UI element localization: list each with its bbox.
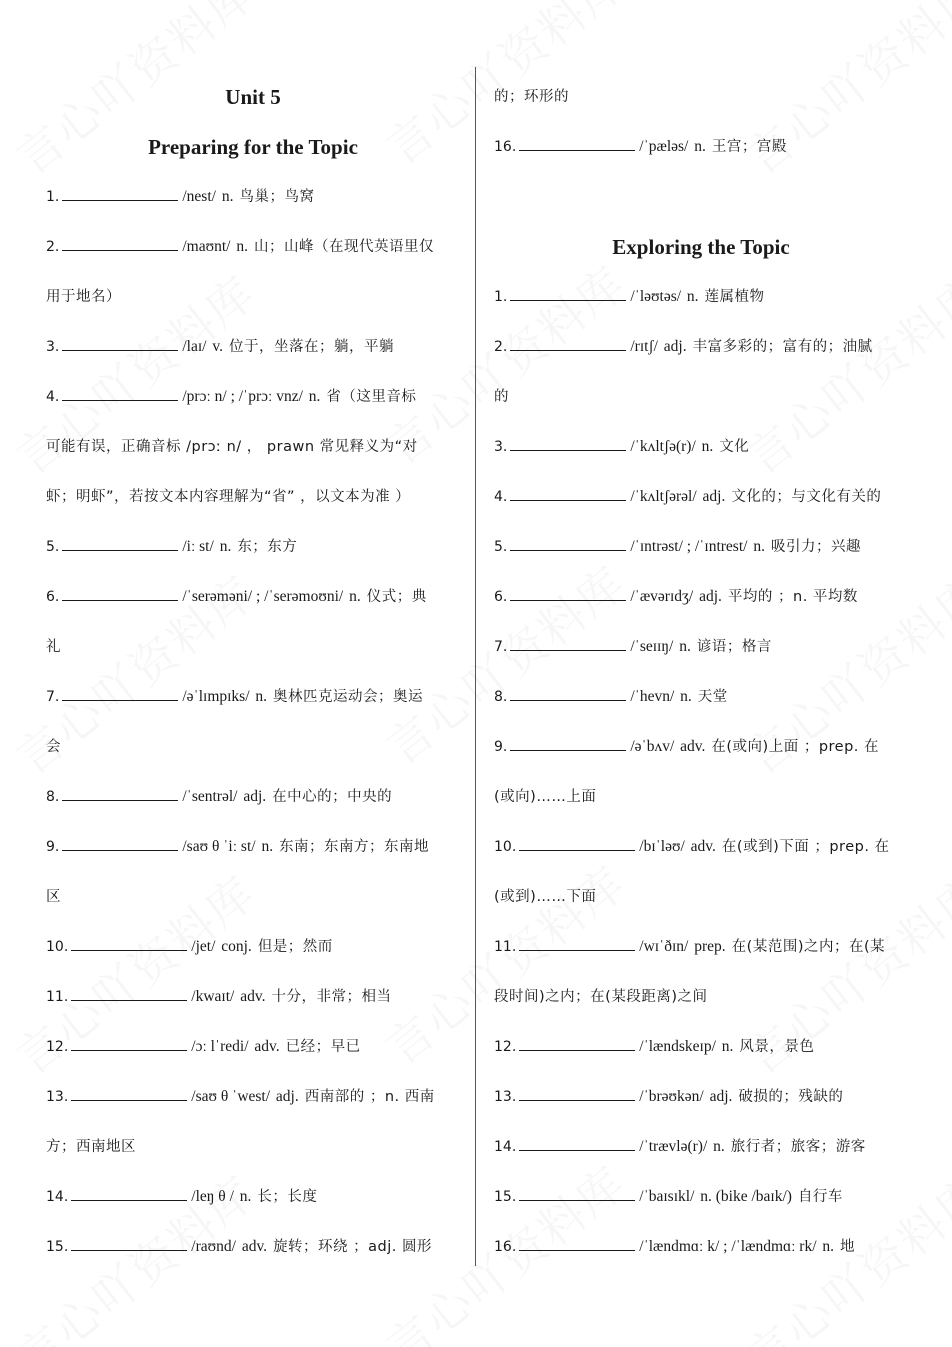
phonetic: /leŋ θ /: [191, 1188, 234, 1205]
vocab-item: [46, 322, 460, 372]
answer-blank[interactable]: [62, 786, 178, 801]
vocab-item: [46, 522, 460, 572]
answer-blank[interactable]: [62, 836, 178, 851]
definition-continuation: 用于地名）: [46, 289, 121, 305]
item-number: 6.: [494, 589, 508, 605]
phonetic: /ɔː lˈredi/: [191, 1038, 249, 1055]
definition: 奥林匹克运动会；奥运: [273, 689, 424, 705]
item-number: 16.: [494, 139, 517, 155]
vocab-item: [46, 1172, 460, 1222]
item-number: 12.: [46, 1039, 69, 1055]
part-of-speech: n.: [255, 688, 268, 705]
vocab-item: [494, 672, 908, 722]
answer-blank[interactable]: [62, 336, 178, 351]
phonetic: /ˈsentrəl/: [182, 788, 238, 805]
part-of-speech: adv.: [241, 1238, 268, 1255]
item-number: 5.: [46, 539, 60, 555]
part-of-speech: adj.: [663, 338, 687, 355]
part-of-speech: n.: [219, 538, 232, 555]
part-of-speech: conj.: [221, 938, 252, 955]
answer-blank[interactable]: [519, 136, 635, 151]
definition: 莲属植物: [704, 289, 765, 305]
vocab-item: [494, 622, 908, 672]
part-of-speech: n.: [753, 538, 765, 555]
answer-blank[interactable]: [519, 1236, 635, 1251]
phonetic: /ˈævərɪdʒ/: [630, 588, 694, 605]
vocab-item: [46, 822, 460, 872]
definition-continuation: (或到)……下面: [494, 889, 597, 905]
part-of-speech: n.: [308, 388, 321, 405]
definition: 在(某范围)之内；在(某: [731, 939, 886, 955]
definition: 已经；早已: [285, 1039, 361, 1055]
item-number: 13.: [46, 1089, 69, 1105]
item-number: 12.: [494, 1039, 517, 1055]
answer-blank[interactable]: [71, 1036, 187, 1051]
definition: 吸引力；兴趣: [770, 539, 861, 555]
phonetic: /əˈlɪmpɪks/: [182, 688, 250, 705]
definition: 仪式；典: [366, 589, 427, 605]
phonetic: /ˈserəməni/ ; /ˈserəmoʊni/: [182, 588, 344, 605]
definition: 旅行者；旅客；游客: [730, 1139, 866, 1155]
definition: 在(或到)下面 ；prep. 在: [721, 839, 890, 855]
unit-title: Unit 5: [225, 85, 281, 109]
item-number: 13.: [494, 1089, 517, 1105]
definition: 但是；然而: [257, 939, 333, 955]
item-number: 11.: [46, 989, 69, 1005]
answer-blank[interactable]: [71, 1086, 187, 1101]
item-number: 9.: [494, 739, 508, 755]
definition: 十分，非常；相当: [271, 989, 392, 1005]
answer-blank[interactable]: [71, 936, 187, 951]
part-of-speech: n.: [721, 1038, 734, 1055]
part-of-speech: adv.: [690, 838, 716, 855]
part-of-speech: adv.: [254, 1038, 280, 1055]
part-of-speech: n.: [261, 838, 274, 855]
answer-blank[interactable]: [62, 586, 178, 601]
item-number: 6.: [46, 589, 60, 605]
definition: 平均的 ；n. 平均数: [727, 589, 858, 605]
vocab-item: [46, 572, 460, 622]
definition: 鸟巢；鸟窝: [239, 189, 315, 205]
definition-continuation: 的；环形的: [494, 89, 569, 105]
answer-blank[interactable]: [62, 536, 178, 551]
phonetic: /laɪ/: [182, 338, 207, 355]
part-of-speech: n.: [686, 288, 699, 305]
phonetic: /ˈtrævlə(r)/: [639, 1138, 708, 1155]
item-number: 8.: [494, 689, 508, 705]
part-of-speech: n.: [679, 638, 691, 655]
definition: 东；东方: [237, 539, 298, 555]
vocab-item: [494, 922, 908, 972]
answer-blank[interactable]: [71, 986, 187, 1001]
part-of-speech: adv.: [240, 988, 266, 1005]
item-number: 15.: [494, 1189, 517, 1205]
vocab-item: [46, 972, 460, 1022]
item-number: 15.: [46, 1239, 69, 1255]
definition: 谚语；格言: [696, 639, 772, 655]
vocab-item: [494, 1122, 908, 1172]
part-of-speech: n.: [680, 688, 692, 705]
part-of-speech: n.: [236, 238, 248, 255]
item-number: 9.: [46, 839, 60, 855]
definition: 破损的；残缺的: [738, 1089, 844, 1105]
item-number: 4.: [494, 489, 508, 505]
answer-blank[interactable]: [510, 536, 626, 551]
definition: 东南；东南方；东南地: [279, 839, 430, 855]
part-of-speech: n.: [822, 1238, 835, 1255]
vocab-item: [494, 422, 908, 472]
right-column: [494, 72, 908, 1272]
vocab-item: [494, 1022, 908, 1072]
part-of-speech: v.: [212, 338, 223, 355]
answer-blank[interactable]: [62, 386, 178, 401]
phonetic: /wɪˈðɪn/: [639, 938, 689, 955]
phonetic: /ˈləʊtəs/: [630, 288, 682, 305]
item-number: 5.: [494, 539, 508, 555]
item-number: 1.: [494, 289, 508, 305]
answer-blank[interactable]: [62, 236, 178, 251]
definition: 位于，坐落在；躺，平躺: [228, 339, 394, 355]
answer-blank[interactable]: [519, 936, 635, 951]
item-number: 2.: [494, 339, 508, 355]
answer-blank[interactable]: [510, 686, 626, 701]
phonetic: /əˈbʌv/: [630, 738, 675, 755]
item-number: 14.: [46, 1189, 69, 1205]
item-number: 4.: [46, 389, 60, 405]
vocab-item: [494, 722, 908, 772]
phonetic: /ˈpæləs/: [639, 138, 689, 155]
phonetic: /ˈbrəʊkən/: [639, 1088, 704, 1105]
definition: 风景，景色: [739, 1039, 815, 1055]
definition: 自行车: [797, 1189, 843, 1205]
part-of-speech: adv.: [680, 738, 706, 755]
answer-blank[interactable]: [71, 1236, 187, 1251]
phonetic: /ˈkʌltʃərəl/: [630, 488, 697, 505]
definition-continuation: 区: [46, 889, 61, 905]
answer-blank[interactable]: [519, 1186, 635, 1201]
part-of-speech: adj.: [243, 788, 267, 805]
item-number: 14.: [494, 1139, 517, 1155]
definition: 旋转；环绕 ；adj. 圆形: [273, 1239, 433, 1255]
item-number: 7.: [494, 639, 508, 655]
phonetic: /saʊ θ ˈwest/: [191, 1088, 271, 1105]
vocab-item: [46, 1072, 460, 1122]
part-of-speech: prep.: [694, 938, 726, 955]
answer-blank[interactable]: [510, 736, 626, 751]
answer-blank[interactable]: [510, 636, 626, 651]
vocab-item: [494, 472, 908, 522]
vocab-item: [494, 122, 908, 172]
phonetic: /kwaɪt/: [191, 988, 235, 1005]
vocab-item: [46, 672, 460, 722]
definition: 地: [840, 1239, 856, 1255]
definition-continuation: 段时间)之内；在(某段距离)之间: [494, 989, 708, 1005]
definition: 在中心的；中央的: [272, 789, 393, 805]
item-number: 11.: [494, 939, 517, 955]
answer-blank[interactable]: [71, 1186, 187, 1201]
part-of-speech: n. (bike /baɪk/): [700, 1188, 792, 1205]
definition-continuation: 可能有误，正确音标 /prɔː n/ ， prawn 常见释义为“对: [46, 439, 418, 455]
definition: 在(或向)上面 ；prep. 在: [711, 739, 880, 755]
phonetic: /ˈhevn/: [630, 688, 675, 705]
vocab-item: [494, 272, 908, 322]
definition-continuation: (或向)……上面: [494, 789, 597, 805]
phonetic: /saʊ θ ˈiː st/: [182, 838, 256, 855]
phonetic: /rɪtʃ/: [630, 338, 658, 355]
part-of-speech: adj.: [275, 1088, 299, 1105]
definition-continuation: 方；西南地区: [46, 1139, 136, 1155]
answer-blank[interactable]: [62, 686, 178, 701]
answer-blank[interactable]: [62, 186, 178, 201]
vocab-item: [494, 322, 908, 372]
definition-continuation: 的: [494, 389, 509, 405]
answer-blank[interactable]: [510, 586, 626, 601]
definition: 文化的；与文化有关的: [731, 489, 882, 505]
definition: 文化: [719, 439, 750, 455]
definition: 天堂: [697, 689, 728, 705]
answer-blank[interactable]: [510, 336, 626, 351]
part-of-speech: n.: [349, 588, 361, 605]
definition: 西南部的 ；n. 西南: [304, 1089, 435, 1105]
item-number: 10.: [494, 839, 517, 855]
vocab-item: [46, 372, 460, 422]
vocab-item: [494, 1072, 908, 1122]
definition: 丰富多彩的；富有的；油腻: [692, 339, 873, 355]
item-number: 2.: [46, 239, 60, 255]
section-title-exploring: Exploring the Topic: [612, 235, 790, 259]
part-of-speech: adj.: [699, 588, 722, 605]
answer-blank[interactable]: [519, 1036, 635, 1051]
spacer: [494, 172, 908, 222]
phonetic: /ˈkʌltʃə(r)/: [630, 438, 696, 455]
answer-blank[interactable]: [519, 836, 635, 851]
item-number: 7.: [46, 689, 60, 705]
part-of-speech: adj.: [709, 1088, 733, 1105]
vocab-item: [46, 222, 460, 272]
phonetic: /maʊnt/: [182, 238, 231, 255]
vocab-item: [494, 1172, 908, 1222]
definition: 省（这里音标: [326, 389, 417, 405]
item-number: 8.: [46, 789, 60, 805]
phonetic: /ˈbaɪsɪkl/: [639, 1188, 695, 1205]
part-of-speech: n.: [701, 438, 714, 455]
vocab-item: [494, 1222, 908, 1272]
phonetic: /iː st/: [182, 538, 214, 555]
definition: 王宫；宫殿: [711, 139, 787, 155]
vocab-item: [46, 172, 460, 222]
phonetic: /bɪˈləʊ/: [639, 838, 685, 855]
vocab-item: [46, 772, 460, 822]
vocab-item: [494, 522, 908, 572]
part-of-speech: adj.: [702, 488, 726, 505]
part-of-speech: n.: [694, 138, 706, 155]
answer-blank[interactable]: [510, 286, 626, 301]
vocab-item: [46, 1022, 460, 1072]
vocab-item: [46, 1222, 460, 1272]
definition-continuation: 礼: [46, 639, 61, 655]
definition-continuation: 虾；明虾”，若按文本内容理解为“省” ，以文本为准 ）: [46, 489, 411, 505]
item-number: 3.: [46, 339, 60, 355]
phonetic: /ˈlændmɑː k/ ; /ˈlændmɑː rk/: [639, 1238, 817, 1255]
column-divider: [475, 67, 476, 1266]
phonetic: /ˈɪntrəst/ ; /ˈɪntrest/: [630, 538, 748, 555]
answer-blank[interactable]: [519, 1136, 635, 1151]
definition: 山；山峰（在现代英语里仅: [253, 239, 434, 255]
vocab-item: [46, 922, 460, 972]
vocab-item: [494, 822, 908, 872]
answer-blank[interactable]: [510, 436, 626, 451]
item-number: 10.: [46, 939, 69, 955]
definition: 长；长度: [257, 1189, 318, 1205]
part-of-speech: n.: [221, 188, 234, 205]
phonetic: /ˈlændskeɪp/: [639, 1038, 716, 1055]
phonetic: /nest/: [182, 188, 216, 205]
item-number: 1.: [46, 189, 60, 205]
definition-continuation: 会: [46, 739, 61, 755]
left-column: [46, 72, 460, 1272]
item-number: 16.: [494, 1239, 517, 1255]
vocab-item: [494, 572, 908, 622]
phonetic: /prɔː n/ ; /ˈprɔː vnz/: [182, 388, 303, 405]
phonetic: /jet/: [191, 938, 216, 955]
answer-blank[interactable]: [519, 1086, 635, 1101]
part-of-speech: n.: [239, 1188, 252, 1205]
answer-blank[interactable]: [510, 486, 626, 501]
item-number: 3.: [494, 439, 508, 455]
phonetic: /raʊnd/: [191, 1238, 236, 1255]
phonetic: /ˈseɪɪŋ/: [630, 638, 674, 655]
section-title-preparing: Preparing for the Topic: [148, 135, 358, 159]
part-of-speech: n.: [713, 1138, 725, 1155]
